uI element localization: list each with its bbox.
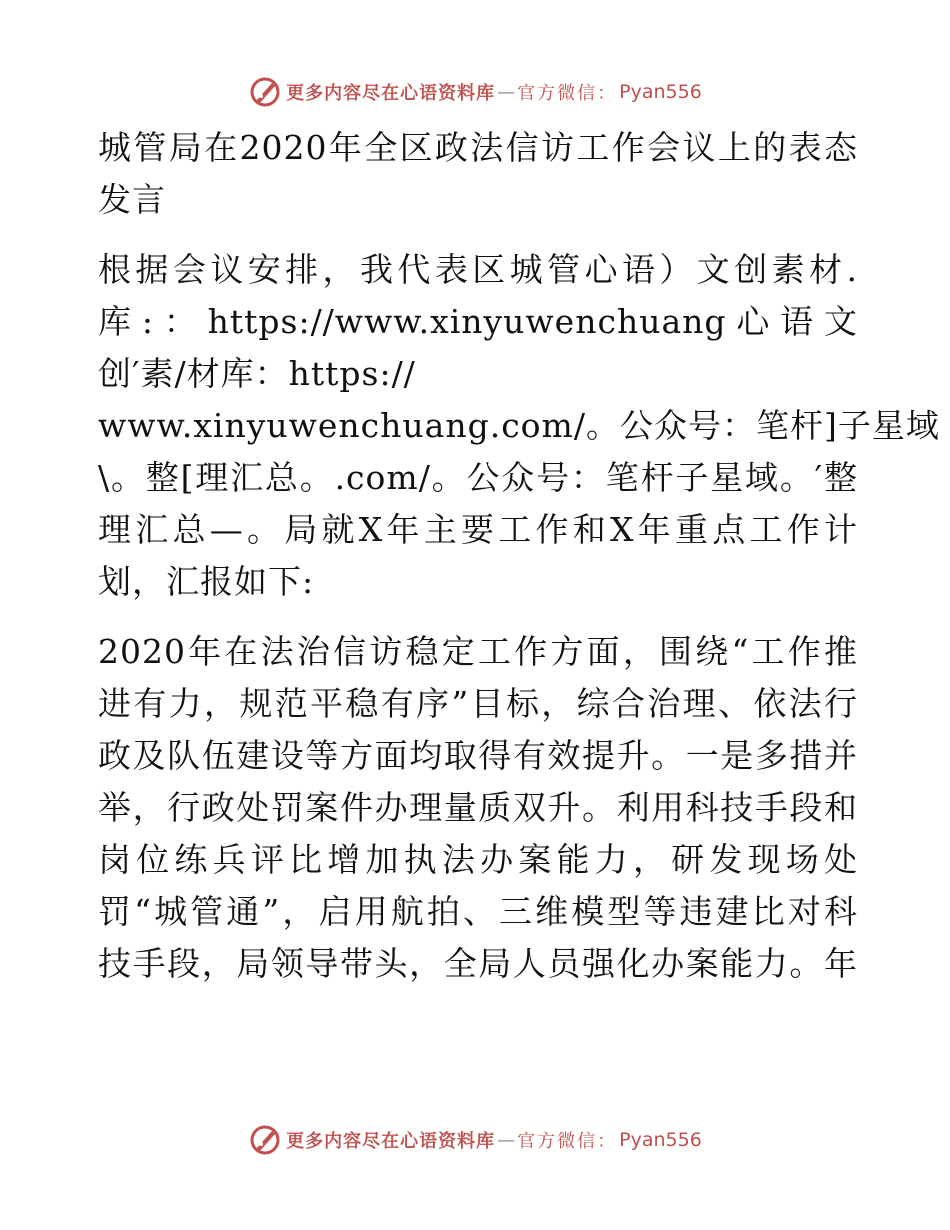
watermark-header	[0, 72, 950, 112]
watermark-wechat-id: Pyan556	[619, 1129, 702, 1151]
watermark-main-text: 更多内容尽在心语资料库	[286, 83, 496, 104]
text-line: \。整[理汇总。.com/。公众号：笔杆子星域。′整	[98, 458, 858, 497]
watermark-separator: —	[497, 81, 516, 103]
text-line: 进有力，规范平稳有序”目标，综合治理、依法行	[98, 684, 858, 723]
text-line: 理汇总—。局就X年主要工作和X年重点工作计	[98, 510, 858, 549]
watermark-main-text: 更多内容尽在心语资料库	[286, 1131, 496, 1152]
watermark-wechat-label: 官方微信：	[517, 83, 618, 104]
pen-logo-icon	[248, 75, 282, 109]
pen-logo-icon	[248, 1123, 282, 1157]
text-line: 创′素/材库：https://	[98, 354, 416, 393]
text-line: 2020年在法治信访稳定工作方面，围绕“工作推	[98, 632, 858, 671]
title-line: 城管局在2020年全区政法信访工作会议上的表态	[98, 128, 858, 167]
document-title	[98, 122, 858, 226]
paragraph-work-summary	[98, 626, 858, 990]
text-line: 根据会议安排，我代表区城管心语）文创素材.	[98, 250, 858, 289]
watermark-footer	[0, 1120, 950, 1160]
text-line: 政及队伍建设等方面均取得有效提升。一是多措并	[98, 736, 858, 775]
watermark-wechat-label: 官方微信：	[517, 1131, 618, 1152]
text-line: 岗位练兵评比增加执法办案能力，研发现场处	[98, 840, 858, 879]
title-line: 发言	[98, 180, 166, 219]
watermark-wechat-id: Pyan556	[619, 81, 702, 103]
document-body	[98, 122, 940, 990]
text-line: 技手段，局领导带头，全局人员强化办案能力。年	[98, 944, 858, 983]
text-line: 举，行政处罚案件办理量质双升。利用科技手段和	[98, 788, 858, 827]
text-line: 库:：https://www.xinyuwenchuang心语文	[98, 302, 858, 341]
text-line: www.xinyuwenchuang.com/。公众号：笔杆]子星域	[98, 406, 940, 445]
paragraph-intro	[98, 244, 940, 608]
text-line: 划，汇报如下:	[98, 562, 315, 601]
watermark-separator: —	[497, 1129, 516, 1151]
text-line: 罚“城管通”，启用航拍、三维模型等违建比对科	[98, 892, 858, 931]
